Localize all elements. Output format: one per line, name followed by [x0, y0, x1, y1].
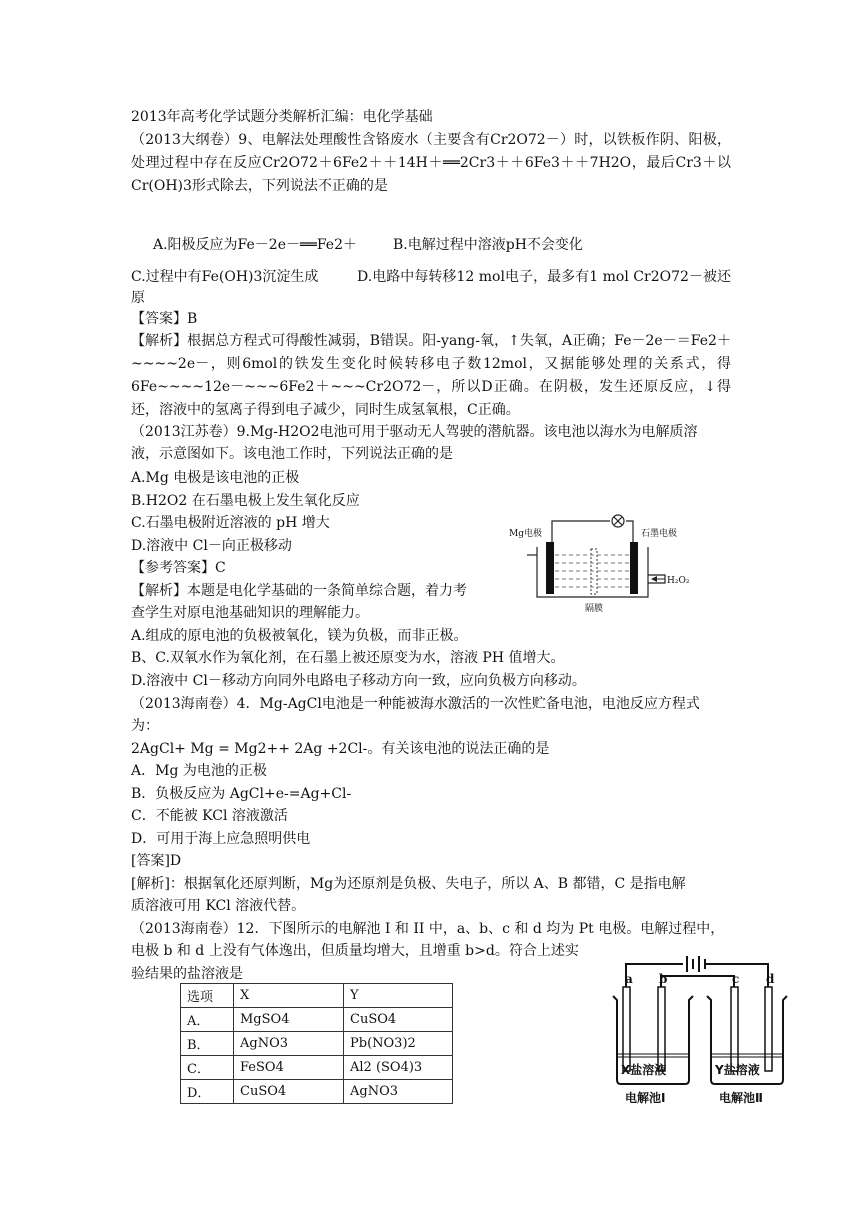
table-row	[181, 1008, 453, 1032]
table-row	[181, 1056, 453, 1080]
x-solution-label: X盐溶液	[621, 1063, 667, 1077]
electrode-a-label: a	[625, 972, 633, 986]
electrolysis-cells-diagram	[603, 950, 793, 1110]
membrane-label: 隔膜	[585, 604, 604, 614]
graphite-electrode-label: 石墨电极	[641, 529, 678, 539]
q2-analysis-line-4: B、C.双氧水作为氧化剂，在石墨上被还原变为水，溶液 PH 值增大。	[131, 650, 565, 666]
q4-stem-line-1: （2013海南卷）12．下图所示的电解池 I 和 II 中，a、b、c 和 d 均为 Pt 电极。电解过程中，	[131, 921, 725, 937]
q2-analysis-line-3: A.组成的原电池的负极被氧化，镁为负极，而非正极。	[131, 628, 468, 644]
electrode-c-label: c	[732, 972, 740, 986]
y-solution-label: Y盐溶液	[715, 1063, 760, 1077]
electrode-d	[765, 987, 772, 1071]
q1-option-c: C.过程中有Fe(OH)3沉淀生成	[131, 269, 319, 285]
electrode-b-label: b	[659, 972, 668, 986]
q2-analysis-line-5: D.溶液中 Cl－移动方向同外电路电子移动方向一致，应向负极方向移动。	[131, 673, 586, 689]
graphite-electrode	[630, 542, 638, 594]
mg-h2o2-battery-diagram	[505, 511, 695, 616]
q1-option-b: B.电解过程中溶液pH不会变化	[393, 237, 583, 253]
q3-option-d: D．可用于海上应急照明供电	[131, 831, 311, 847]
table-cell: A．	[181, 1008, 234, 1032]
q4-stem-line-3: 验结果的盐溶液是	[131, 966, 243, 982]
table-cell: D．	[181, 1080, 234, 1104]
q3-option-c: C．不能被 KCl 溶液激活	[131, 808, 288, 824]
table-cell: Pb(NO3)2	[344, 1032, 453, 1056]
q3-option-a: A．Mg 为电池的正极	[131, 763, 267, 779]
q3-answer: [答案]D	[131, 853, 182, 869]
q2-stem-line-2: 液，示意图如下。该电池工作时，下列说法正确的是	[131, 446, 453, 462]
table-header-cell: Y	[344, 984, 453, 1008]
table-cell: AgNO3	[234, 1032, 344, 1056]
q3-analysis-line-1: [解析]：根据氧化还原判断，Mg为还原剂是负极、失电子，所以 A、B 都错，C 是指电解	[131, 876, 686, 892]
table-row	[181, 1080, 453, 1104]
mg-electrode	[546, 542, 554, 594]
electrode-d-label: d	[766, 972, 775, 986]
q1-answer: 【答案】B	[131, 311, 198, 327]
electrode-b	[658, 987, 665, 1071]
document-title: 2013年高考化学试题分类解析汇编：电化学基础	[131, 109, 433, 125]
q4-stem-line-2: 电极 b 和 d 上没有气体逸出，但质量均增大，且增重 b>d。符合上述实	[131, 943, 579, 959]
q2-option-a: A.Mg 电极是该电池的正极	[131, 470, 300, 486]
q2-option-b: B.H2O2 在石墨电极上发生氧化反应	[131, 493, 360, 509]
cell-1-label: 电解池Ⅰ	[625, 1091, 666, 1105]
h2o2-label: H₂O₂	[667, 576, 690, 586]
table-cell: Al2 (SO4)3	[344, 1056, 453, 1080]
q3-equation: 2AgCl+ Mg = Mg2++ 2Ag +2Cl-。有关该电池的说法正确的是	[131, 741, 550, 757]
electrode-c	[731, 987, 738, 1071]
mg-electrode-label: Mg电极	[509, 529, 542, 539]
q1-option-a: A.阳极反应为Fe－2e－══Fe2＋	[153, 237, 357, 253]
table-cell: AgNO3	[344, 1080, 453, 1104]
q3-stem-line-2: 为：	[131, 718, 159, 734]
q2-analysis-line-2: 查学生对原电池基础知识的理解能力。	[131, 605, 369, 621]
table-cell: CuSO4	[344, 1008, 453, 1032]
table-cell: B．	[181, 1032, 234, 1056]
table-cell: MgSO4	[234, 1008, 344, 1032]
table-cell: CuSO4	[234, 1080, 344, 1104]
q1-analysis: 【解析】根据总方程式可得酸性减弱，B错误。阳-yang-氧，↑失氧，A正确；Fe－2e－＝Fe2＋~~~~2e－，则6mol的铁发生变化时候转移电子数12mol，又据能够处理的关系式，得6Fe~~~~12e－~~~6Fe2＋~~~Cr2O72－，所以D正确。在阴极，发生还原反应，↓得还，溶液中的氢离子得到电子减少，同时生成氢氧根，C正确。	[131, 333, 731, 418]
q3-analysis-line-2: 质溶液可用 KCl 溶液代替。	[131, 898, 306, 914]
table-row	[181, 1032, 453, 1056]
q2-stem-line-1: （2013江苏卷）9.Mg-H2O2电池可用于驱动无人驾驶的潜航器。该电池以海水为电解质溶	[131, 424, 698, 440]
electrode-a	[623, 987, 630, 1071]
table-header-cell: 选项	[181, 984, 234, 1008]
table-header-row	[181, 984, 453, 1008]
q2-analysis-line-1: 【解析】本题是电化学基础的一条简单综合题，着力考	[131, 583, 467, 599]
options-table	[180, 983, 453, 1104]
q1-stem: （2013大纲卷）9、电解法处理酸性含铬废水（主要含有Cr2O72－）时，以铁板作阴、阳极，处理过程中存在反应Cr2O72＋6Fe2＋＋14H＋══2Cr3＋＋6Fe3＋＋7H2O，最后Cr3＋以Cr(OH)3形式除去，下列说法不正确的是	[131, 132, 731, 194]
table-cell: FeSO4	[234, 1056, 344, 1080]
q3-stem-line-1: （2013海南卷）4．Mg-AgCl电池是一种能被海水激活的一次性贮备电池，电池反应方程式	[131, 696, 700, 712]
q2-option-c: C.石墨电极附近溶液的 pH 增大	[131, 515, 330, 531]
table-cell: C．	[181, 1056, 234, 1080]
q1-option-d: D.电路中每转移12 mol电子，最多有1 mol Cr2O72－被还原	[131, 269, 731, 306]
q2-option-d: D.溶液中 Cl－向正极移动	[131, 538, 292, 554]
cell-2-label: 电解池Ⅱ	[719, 1091, 763, 1105]
q3-option-b: B．负极反应为 AgCl+e-=Ag+Cl-	[131, 786, 352, 802]
table-header-cell: X	[234, 984, 344, 1008]
q2-answer: 【参考答案】C	[131, 560, 226, 576]
